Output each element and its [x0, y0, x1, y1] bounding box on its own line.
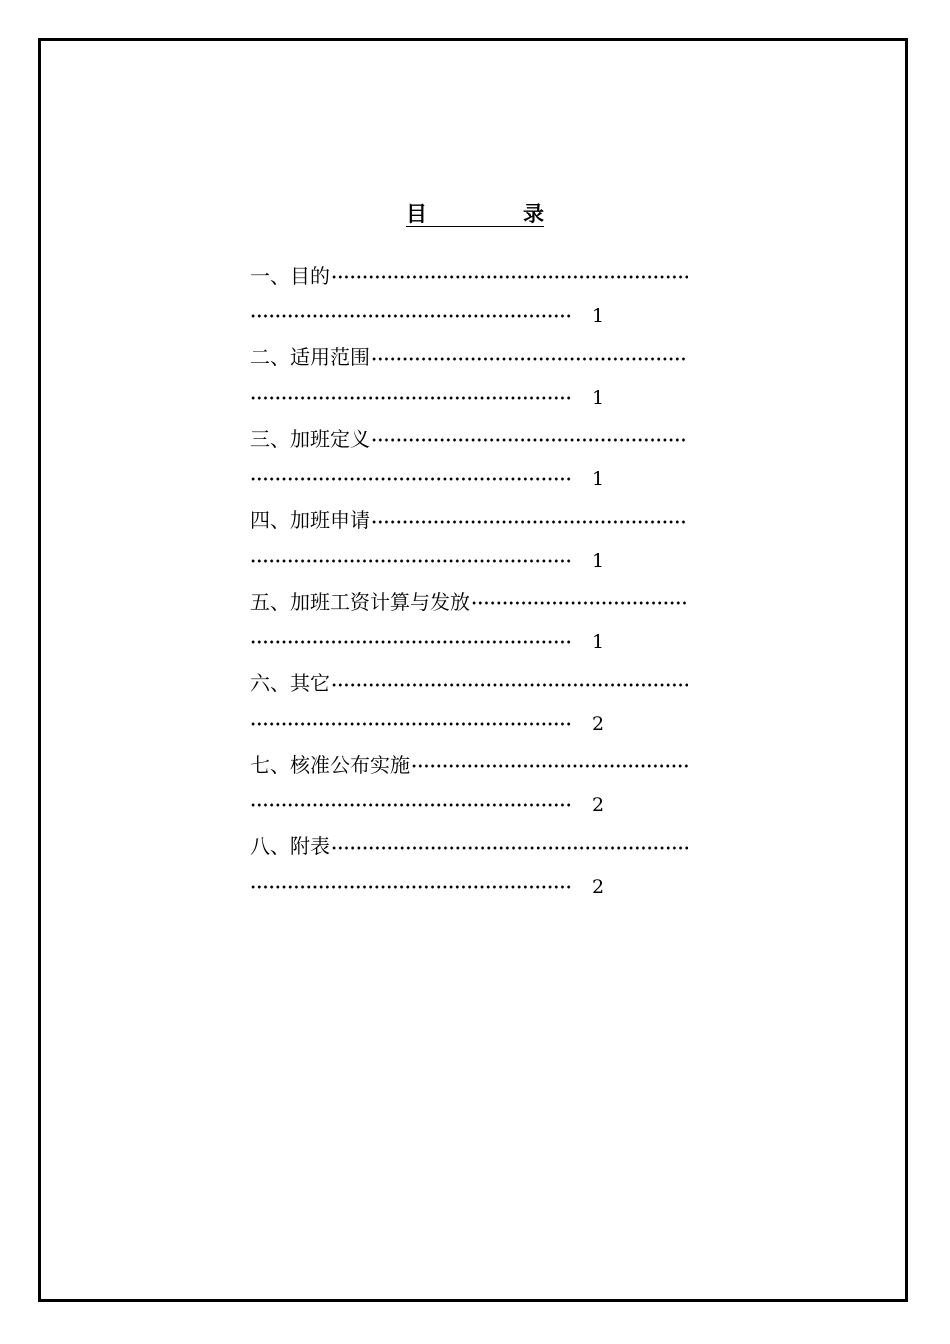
dot-leader: [371, 520, 688, 524]
dot-leader: [250, 477, 572, 481]
dot-leader: [250, 396, 572, 400]
toc-title-char-2: 录: [523, 201, 544, 226]
toc-entry-heading-line: [250, 662, 688, 702]
toc-entry-page-number: 2: [592, 794, 605, 816]
toc-entry-purpose[interactable]: [250, 254, 690, 336]
toc-entry-page-line: [250, 867, 690, 907]
toc-entry-label: 三、加班定义: [250, 426, 370, 451]
toc-entry-page-number: 2: [592, 712, 605, 735]
toc-entry-scope[interactable]: [250, 336, 690, 418]
toc-title-char-1: 目: [406, 201, 427, 226]
toc-entry-page-number: 2: [592, 875, 605, 898]
toc-entry-appendix[interactable]: [250, 825, 690, 907]
toc-entry-page-number: 1: [592, 386, 605, 409]
dot-leader: [471, 601, 688, 605]
toc-entry-heading-line: [250, 254, 688, 294]
dot-leader: [250, 885, 572, 889]
toc-entry-heading-line: [250, 499, 688, 539]
dot-leader: [371, 438, 688, 442]
toc-entry-page-line: [250, 704, 690, 744]
toc-entry-label: 五、加班工资计算与发放: [250, 589, 470, 614]
toc-entry-page-line: [250, 378, 690, 418]
dot-leader: [411, 764, 688, 768]
toc-entry-label: 二、适用范围: [250, 345, 370, 369]
toc-entry-heading-line: [250, 743, 688, 783]
dot-leader: [331, 275, 688, 279]
toc-list: [250, 254, 690, 906]
toc-entry-label: 六、其它: [250, 671, 330, 695]
toc-entry-page-number: 1: [592, 468, 605, 490]
toc-entry-label: 八、附表: [250, 834, 330, 858]
dot-leader: [250, 314, 572, 318]
toc-title: [406, 198, 544, 227]
dot-leader: [250, 803, 572, 807]
toc-entry-page-number: 1: [592, 631, 605, 653]
toc-entry-label: 一、目的: [250, 263, 330, 288]
toc-entry-approval[interactable]: [250, 743, 690, 825]
toc-entry-page-line: [250, 541, 690, 581]
toc-entry-label: 四、加班申请: [250, 508, 370, 532]
toc-entry-heading-line: [250, 580, 688, 620]
toc-entry-definition[interactable]: [250, 417, 690, 499]
toc-entry-page-number: 1: [592, 305, 605, 327]
toc-entry-application[interactable]: [250, 499, 690, 581]
toc-entry-page-line: [250, 296, 690, 336]
toc-entry-heading-line: [250, 825, 688, 865]
dot-leader: [371, 357, 688, 361]
toc-entry-heading-line: [250, 417, 688, 457]
dot-leader: [250, 722, 572, 726]
toc-entry-heading-line: [250, 336, 688, 376]
toc-entry-other[interactable]: [250, 662, 690, 744]
dot-leader: [250, 640, 572, 644]
dot-leader: [331, 683, 688, 687]
toc-entry-page-number: 1: [592, 549, 605, 572]
dot-leader: [331, 846, 688, 850]
dot-leader: [250, 559, 572, 563]
toc-entry-label: 七、核准公布实施: [250, 752, 410, 777]
toc-entry-wage-calculation[interactable]: [250, 580, 690, 662]
toc-entry-page-line: [250, 785, 690, 825]
toc-entry-page-line: [250, 459, 690, 499]
toc-entry-page-line: [250, 622, 690, 662]
